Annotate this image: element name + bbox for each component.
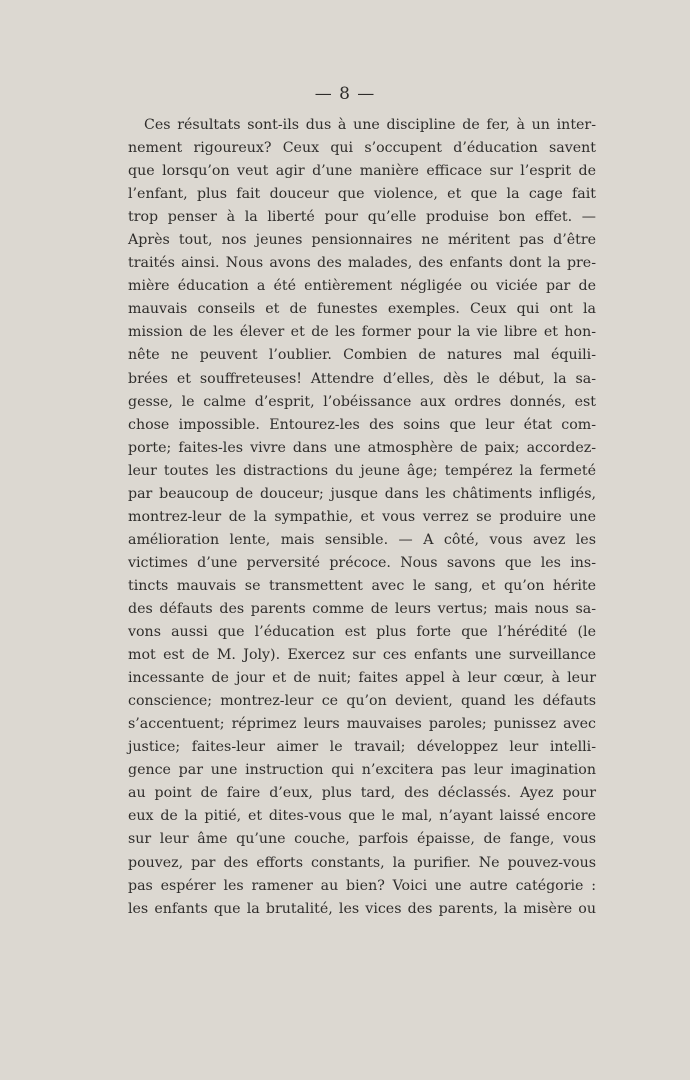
text-line: trop penser à la liberté pour qu’elle produise bon effet. — (128, 209, 596, 226)
text-line: Après tout, nos jeunes pensionnaires ne méritent pas d’être (128, 232, 596, 249)
text-line: traités ainsi. Nous avons des malades, des enfants dont la pre- (128, 255, 596, 272)
text-line: pouvez, par des efforts constants, la purifier. Ne pouvez-vous (128, 854, 596, 871)
text-line: chose impossible. Entourez-les des soins que leur état com- (128, 416, 596, 433)
text-line: incessante de jour et de nuit; faites appel à leur cœur, à leur (128, 670, 596, 687)
text-line: brées et souffreteuses! Attendre d’elles, dès le début, la sa- (128, 370, 596, 387)
text-line: mauvais conseils et de funestes exemples. Ceux qui ont la (128, 301, 596, 318)
text-line: amélioration lente, mais sensible. — A côté, vous avez les (128, 531, 596, 548)
text-line: pas espérer les ramener au bien? Voici une autre catégorie : (128, 877, 596, 894)
text-line: mission de les élever et de les former pour la vie libre et hon- (128, 324, 596, 341)
text-line: que lorsqu’on veut agir d’une manière efficace sur l’esprit de (128, 163, 596, 180)
text-line: porte; faites-les vivre dans une atmosphère de paix; accordez- (128, 439, 596, 456)
text-line: l’enfant, plus fait douceur que violence, et que la cage fait (128, 186, 596, 203)
text-line: au point de faire d’eux, plus tard, des déclassés. Ayez pour (128, 785, 596, 802)
text-line: montrez-leur de la sympathie, et vous verrez se produire une (128, 508, 596, 525)
text-line: nête ne peuvent l’oublier. Combien de natures mal équili- (128, 347, 596, 364)
text-line: les enfants que la brutalité, les vices des parents, la misère ou (128, 900, 596, 917)
text-line: conscience; montrez-leur ce qu’on devient, quand les défauts (128, 693, 596, 710)
text-line: leur toutes les distractions du jeune âge; tempérez la fermeté (128, 462, 596, 479)
text-line: mière éducation a été entièrement négligée ou viciée par de (128, 278, 596, 295)
text-line: Ces résultats sont-ils dus à une discipline de fer, à un inter- (144, 117, 596, 133)
text-line: gence par une instruction qui n’excitera pas leur imagination (128, 762, 596, 779)
text-line: justice; faites-leur aimer le travail; développez leur intelli- (128, 739, 596, 756)
text-line: gesse, le calme d’esprit, l’obéissance aux ordres donnés, est (128, 393, 596, 410)
text-line: eux de la pitié, et dites-vous que le mal, n’ayant laissé encore (128, 808, 596, 825)
text-line: vons aussi que l’éducation est plus forte que l’hérédité (le (128, 624, 596, 641)
text-line: nement rigoureux? Ceux qui s’occupent d’éducation savent (128, 140, 596, 157)
text-line: mot est de M. Joly). Exercez sur ces enfants une surveillance (128, 647, 596, 664)
text-line: s’accentuent; réprimez leurs mauvaises paroles; punissez avec (128, 716, 596, 733)
text-line: des défauts des parents comme de leurs vertus; mais nous sa- (128, 600, 596, 617)
text-line: sur leur âme qu’une couche, parfois épaisse, de fange, vous (128, 831, 596, 848)
page-number: — 8 — (314, 84, 376, 104)
text-line: par beaucoup de douceur; jusque dans les châtiments infligés, (128, 485, 596, 502)
text-line: victimes d’une perversité précoce. Nous savons que les ins- (128, 554, 596, 571)
text-line: tincts mauvais se transmettent avec le sang, et qu’on hérite (128, 577, 596, 594)
body-text (128, 114, 596, 921)
